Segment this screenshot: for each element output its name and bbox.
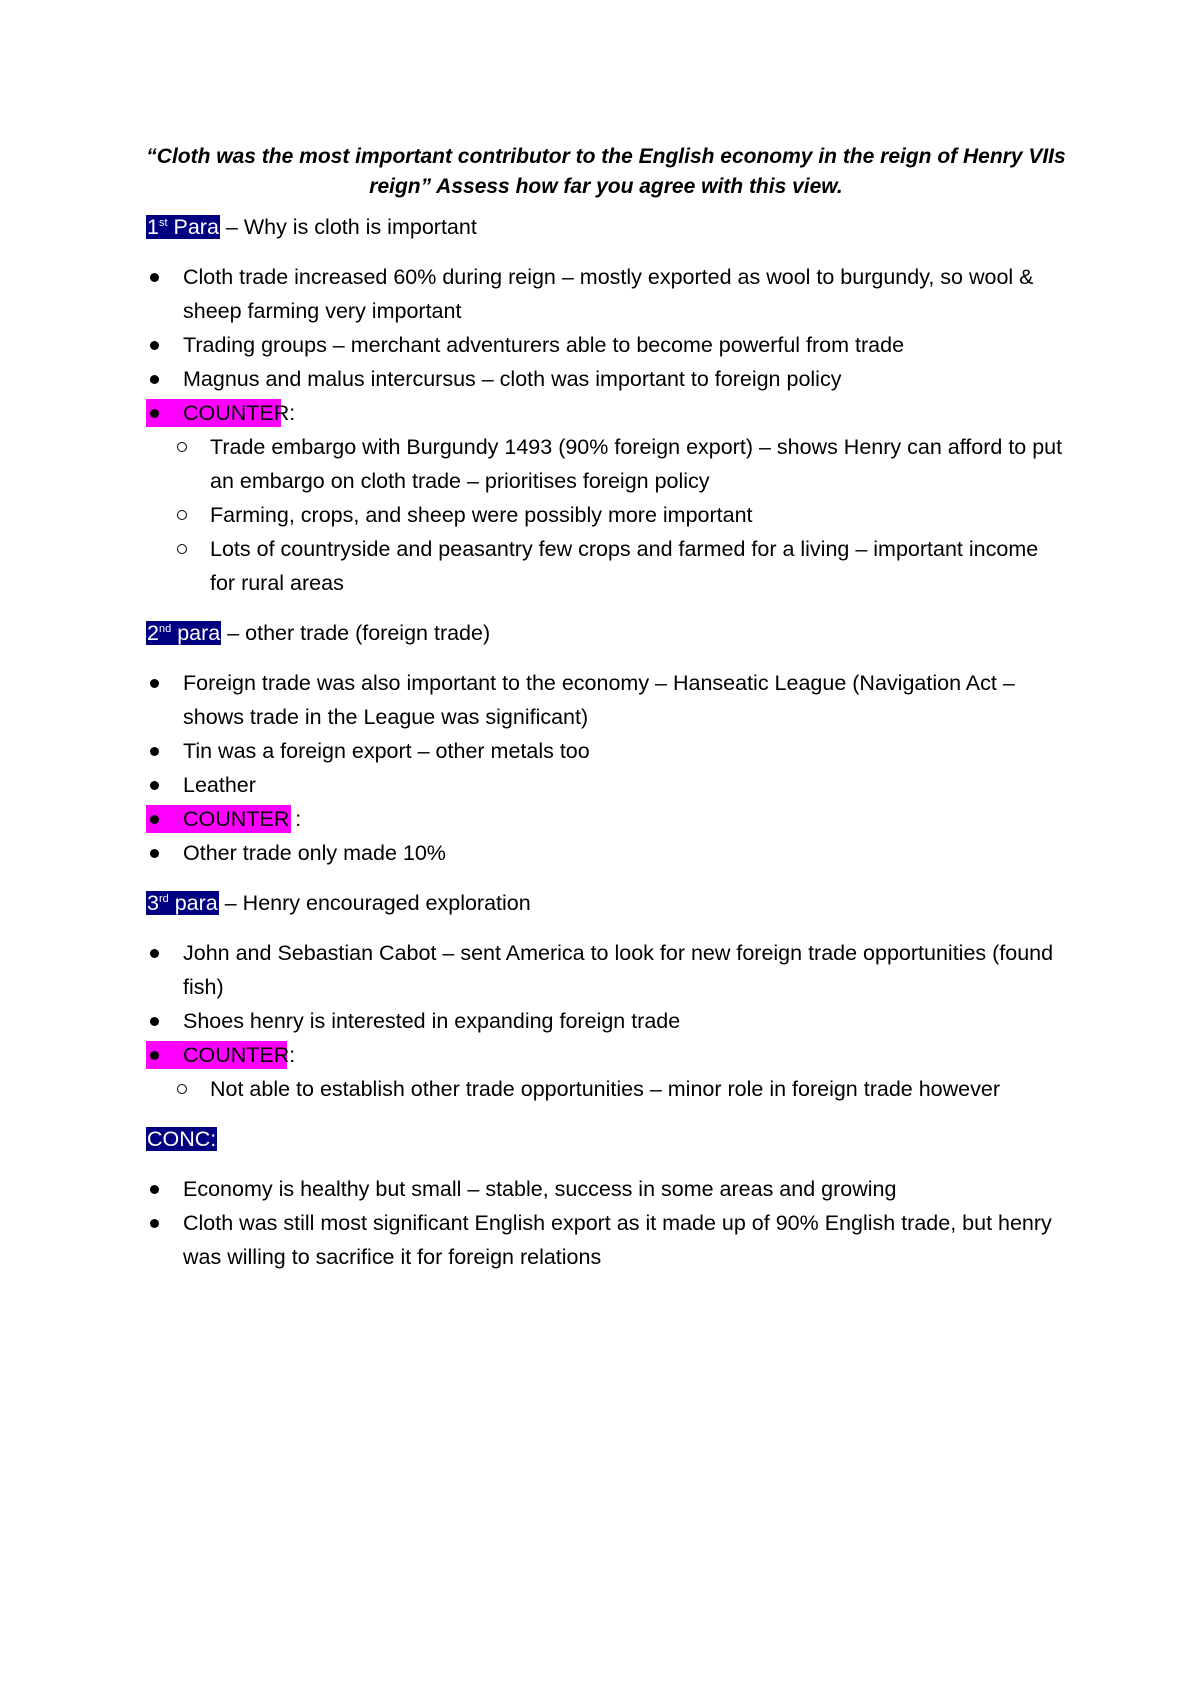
- list-item: Shoes henry is interested in expanding foreign trade: [146, 1004, 1066, 1038]
- heading-text: – Why is cloth is important: [219, 215, 477, 239]
- counter-item: COUNTER:: [146, 1038, 1066, 1072]
- bullet-list: [146, 260, 1066, 396]
- sub-bullet-list: [146, 430, 1066, 600]
- list-item: Lots of countryside and peasantry few crops and farmed for a living – important income for rural areas: [146, 532, 1066, 600]
- heading-highlight: 3rd para: [147, 891, 218, 915]
- list-item: Economy is healthy but small – stable, success in some areas and growing: [146, 1172, 1066, 1206]
- list-item: Cloth trade increased 60% during reign – mostly exported as wool to burgundy, so wool & sheep farming very important: [146, 260, 1066, 328]
- section-heading-2: [146, 618, 1066, 648]
- section-heading-3: [146, 888, 1066, 918]
- list-item: Other trade only made 10%: [146, 836, 1066, 870]
- counter-item: COUNTER :: [146, 802, 1066, 836]
- bullet-dot: [150, 1051, 159, 1060]
- section-heading-conclusion: [146, 1124, 1066, 1154]
- heading-text: – other trade (foreign trade): [221, 621, 491, 645]
- bullet-list: [146, 1172, 1066, 1274]
- list-item: Cloth was still most significant English export as it made up of 90% English trade, but henry was willing to sacrifice it for foreign relations: [146, 1206, 1066, 1274]
- list-item: John and Sebastian Cabot – sent America to look for new foreign trade opportunities (found fish): [146, 936, 1066, 1004]
- heading-highlight: CONC:: [147, 1127, 217, 1151]
- list-item: Leather: [146, 768, 1066, 802]
- bullet-list: [146, 666, 1066, 802]
- list-item: Not able to establish other trade opportunities – minor role in foreign trade however: [146, 1072, 1066, 1106]
- list-item: Trading groups – merchant adventurers able to become powerful from trade: [146, 328, 1066, 362]
- heading-text: – Henry encouraged exploration: [218, 891, 531, 915]
- bullet-list: [146, 836, 1066, 870]
- list-item: Magnus and malus intercursus – cloth was important to foreign policy: [146, 362, 1066, 396]
- list-item: Farming, crops, and sheep were possibly more important: [146, 498, 1066, 532]
- bullet-dot: [150, 815, 159, 824]
- sub-bullet-list: [146, 1072, 1066, 1106]
- counter-item: COUNTER:: [146, 396, 1066, 430]
- bullet-dot: [150, 409, 159, 418]
- document-page: [146, 142, 1066, 1294]
- list-item: Trade embargo with Burgundy 1493 (90% foreign export) – shows Henry can afford to put an embargo on cloth trade – prioritises foreign policy: [146, 430, 1066, 498]
- list-item: Tin was a foreign export – other metals too: [146, 734, 1066, 768]
- essay-question-title: “Cloth was the most important contributor to the English economy in the reign of Henry VIIs reign” Assess how far you agree with this view.: [146, 145, 1066, 198]
- section-heading-1: [146, 212, 1066, 242]
- heading-highlight: 1st Para: [147, 215, 219, 239]
- bullet-list: [146, 936, 1066, 1038]
- list-item: Foreign trade was also important to the economy – Hanseatic League (Navigation Act – shows trade in the League was significant): [146, 666, 1066, 734]
- heading-highlight: 2nd para: [147, 621, 221, 645]
